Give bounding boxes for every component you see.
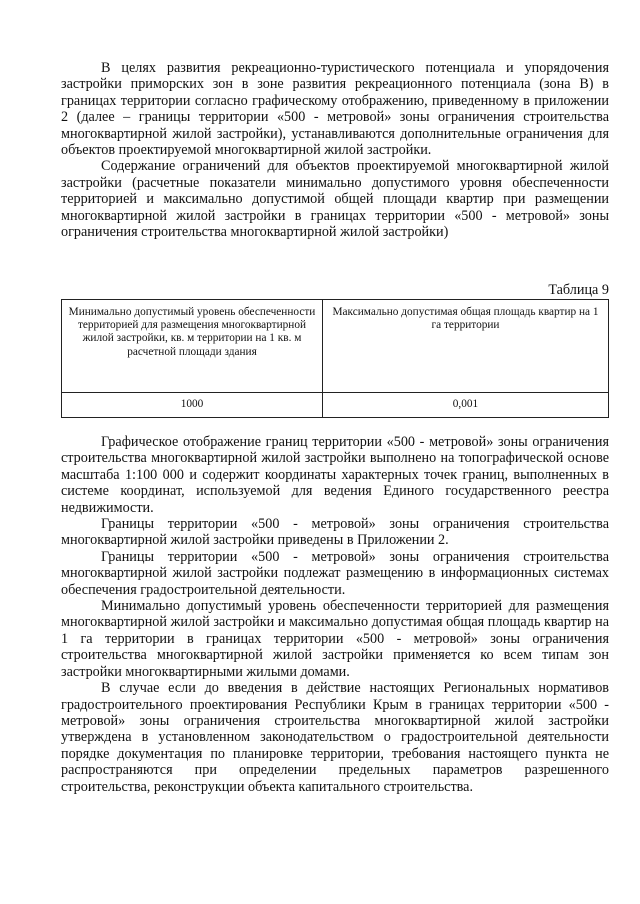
- top-text: [61, 60, 609, 240]
- paragraph-intro: В целях развития рекреационно-туристического потенциала и упорядочения застройки приморских зон в зоне развития рекреационного потенциала (зона В) в границах территории согласно графическому отображению, приведенному в приложении 2 (далее – границы территории «500 - метровой» зоны ограничения строительства многоквартирной жилой застройки), устанавливаются дополнительные ограничения для объектов проектируемой многоквартирной жилой застройки.: [61, 60, 609, 159]
- header-max-area: Максимально допустимая общая площадь квартир на 1 га территории: [323, 300, 609, 393]
- table-header-row: [62, 300, 609, 393]
- table-row: [62, 393, 609, 418]
- paragraph-boundaries-appendix: Границы территории «500 - метровой» зоны ограничения строительства многоквартирной жилой застройки приведены в Приложении 2.: [61, 516, 609, 549]
- paragraph-restrictions-content: Содержание ограничений для объектов проектируемой многоквартирной жилой застройки (расчетные показатели минимально допустимого уровня обеспеченности территорией и максимально допустимой общей площади квартир при размещении многоквартирной жилой застройки в границах территории «500 - метровой» зоны ограничения строительства многоквартирной жилой застройки): [61, 158, 609, 241]
- paragraph-application: Минимально допустимый уровень обеспеченности территорией для размещения многоквартирной жилой застройки и максимально допустимая общая площадь квартир на 1 га территории в границах территории «500 - метровой» зоны ограничения строительства многоквартирной жилой застройки применяется ко всем типам зон застройки многоквартирными жилыми домами.: [61, 598, 609, 680]
- table-caption: Таблица 9: [548, 282, 609, 298]
- paragraph-graphic-display: Графическое отображение границ территории «500 - метровой» зоны ограничения строительства многоквартирной жилой застройки выполнено на топографической основе масштаба 1:100 000 и содержит координаты характерных точек границ, выполненных в системе координат, используемой для ведения Единого государственного реестра недвижимости.: [61, 434, 609, 516]
- paragraph-exception: В случае если до введения в действие настоящих Региональных нормативов градостроительного проектирования Республики Крым в границах территории «500 - метровой» зоны ограничения строительства многоквартирной жилой застройки утверждена в установленном законодательством о градостроительной деятельности порядке документация по планировке территории, требования настоящего пункта не распространяются при определении предельных параметров разрешенного строительства, реконструкции объекта капитального строительства.: [61, 680, 609, 795]
- paragraph-info-systems: Границы территории «500 - метровой» зоны ограничения строительства многоквартирной жилой застройки подлежат размещению в информационных системах обеспечения градостроительной деятельности.: [61, 548, 609, 598]
- bottom-text: [61, 434, 609, 795]
- value-max-area: 0,001: [323, 393, 609, 418]
- restrictions-table: [61, 299, 609, 418]
- value-min-territory: 1000: [62, 393, 323, 418]
- header-min-territory: Минимально допустимый уровень обеспеченности территорией для размещения многоквартирной жилой застройки, кв. м территории на 1 кв. м расчетной площади здания: [62, 300, 323, 393]
